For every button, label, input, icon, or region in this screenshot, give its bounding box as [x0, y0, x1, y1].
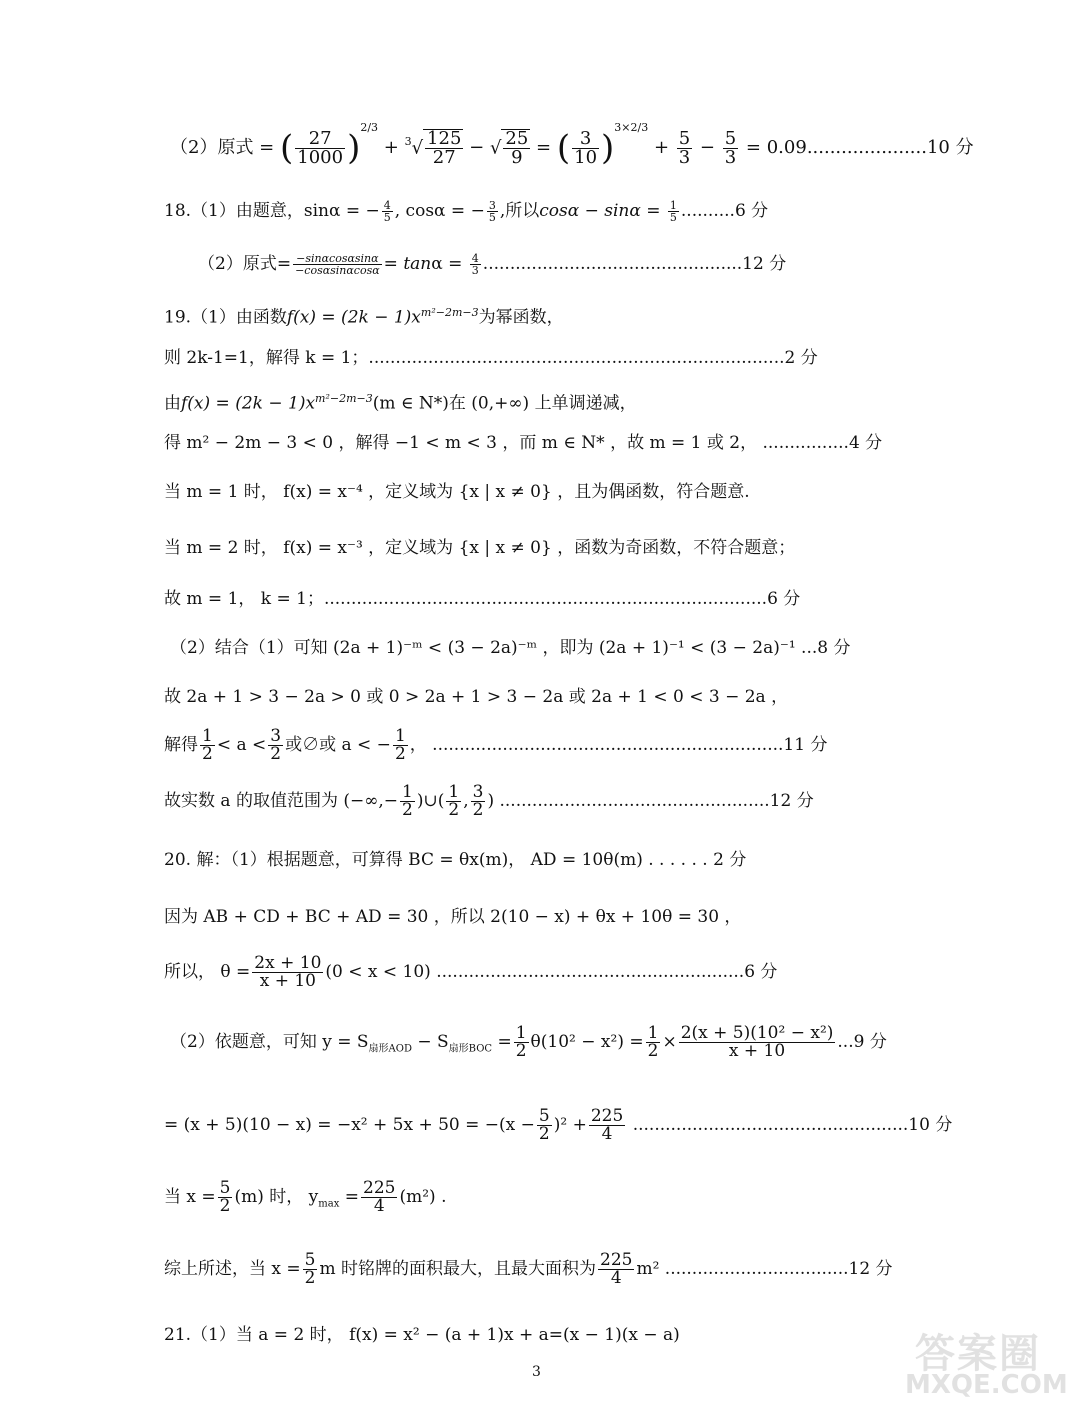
- fraction-27-1000: $\frac{27}{1000}$: [297, 127, 344, 168]
- result: = 0.09: [745, 137, 807, 158]
- line-20-7: 综上所述，当 x = $\frac{5}{2}$ m 时铭牌的面积最大，且最大面积为 $\frac{225}{4}$ m² ..................................12 分: [164, 1250, 893, 1288]
- line-19-11: 故实数 a 的取值范围为 (−∞,− $\frac{1}{2}$ )∪( $\frac{1}{2}$ , $\frac{3}{2}$ ) ..................................................12 分: [164, 782, 814, 820]
- line-20-2: 因为 AB + CD + BC + AD = 30 ，所以 2(10 − x) + θx + 10θ = 30 ，: [164, 907, 742, 927]
- line-19-5: 当 m = 1 时， f(x) = x⁻⁴ ，定义域为 {x | x ≠ 0} ，且为偶函数，符合题意.: [164, 482, 750, 502]
- exponent: 2/3: [360, 121, 379, 134]
- fraction-3-10: $\frac{3}{10}$: [574, 127, 598, 168]
- cube-root: √ $\frac{125}{27}$: [411, 128, 462, 168]
- line-19-7: 故 m = 1， k = 1；..................................................................................6 分: [164, 589, 801, 609]
- line-19-4: 得 m² − 2m − 3 < 0 ，解得 −1 < m < 3 ，而 m ∈ N* ，故 m = 1 或 2， ................4 分: [164, 433, 883, 453]
- line-20-3: 所以， θ = $\frac{2x + 10}{x + 10}$ (0 < x < 10) .........................................................6 分: [164, 953, 778, 991]
- line-20-4: （2）依题意，可知 $y = S_{扇形AOD} - S_{扇形BOC}$ = $\frac{1}{2}$ θ(10² − x²) = $\frac{1}{2}$ × $\frac{\text{2(x + 5)(10² − x²)}}{x + 10}$ ...9 分: [170, 1023, 887, 1061]
- line-19-10: 解得 $\frac{1}{2}$ < a < $\frac{3}{2}$ 或∅或 a < − $\frac{1}{2}$ ， .................................................................11 分: [164, 726, 828, 764]
- line-20-5: = (x + 5)(10 − x) = −x² + 5x + 50 = −(x − $\frac{5}{2}$ )² + $\frac{225}{4}$ ...................................................10 分: [164, 1106, 953, 1144]
- line-17-2: （2）原式 = ( $\frac{27}{1000}$ )$^{2/3}$ + $^3$√ $\frac{125}{27}$ − √ $\frac{25}{9}$ = ( $\frac{3}{10}$ )$^{3\times 2/3}$ + $\frac{5}{3}$ − $\frac{5}{3}$ = 0.09.....................10 分: [170, 121, 974, 168]
- line-19-3: 由$f(x) = (2k - 1)x^{m^2-2m-3}(m$ ∈ N*)在 (0,+∞) 上单调递减，: [164, 392, 637, 414]
- line-19-8: （2）结合（1）可知 (2a + 1)⁻ᵐ < (3 − 2a)⁻ᵐ ，即为 (2a + 1)⁻¹ < (3 − 2a)⁻¹ ...8 分: [170, 638, 851, 658]
- line-21-1: 21.（1）当 a = 2 时， f(x) = x² − (a + 1)x + a=(x − 1)(x − a): [164, 1325, 680, 1345]
- line-19-2: 则 2k-1=1，解得 k = 1；.............................................................................2 分: [164, 348, 818, 368]
- label: （2）原式: [170, 137, 254, 158]
- line-19-6: 当 m = 2 时， f(x) = x⁻³ ，定义域为 {x | x ≠ 0} ，函数为奇函数，不符合题意；: [164, 538, 796, 558]
- line-18-2: （2）原式= $\frac{-\sin\alpha\cos\alpha\sin\alpha}{-\cos\alpha\sin\alpha\cos\alpha}$ = tanα = $\frac{4}{3}$ ................................................12 分: [198, 252, 787, 277]
- line-20-6: 当 x = $\frac{5}{2}$ (m) 时， $y_{max}$ = $\frac{225}{4}$ (m²) .: [164, 1178, 447, 1216]
- line-19-1: 19.（1）由函数$f(x) = (2k - 1)x^{m^2-2m-3}$为幂函数，: [164, 306, 564, 328]
- line-19-9: 故 2a + 1 > 3 − 2a > 0 或 0 > 2a + 1 > 3 − 2a 或 2a + 1 < 0 < 3 − 2a ，: [164, 687, 789, 707]
- line-18-1: 18.（1）由题意，sinα = − $\frac{4}{5}$ , cosα = − $\frac{3}{5}$ ,所以cosα − sinα = $\frac{1}{5}$ ..........6 分: [164, 199, 769, 224]
- line-20-1: 20. 解：（1）根据题意，可算得 BC = θx(m)， AD = 10θ(m) . . . . . . 2 分: [164, 850, 747, 870]
- square-root: √ $\frac{25}{9}$: [489, 128, 529, 168]
- watermark-logo: 答案圈 MXQE.COM: [905, 1331, 1068, 1400]
- page-number: 3: [532, 1364, 541, 1380]
